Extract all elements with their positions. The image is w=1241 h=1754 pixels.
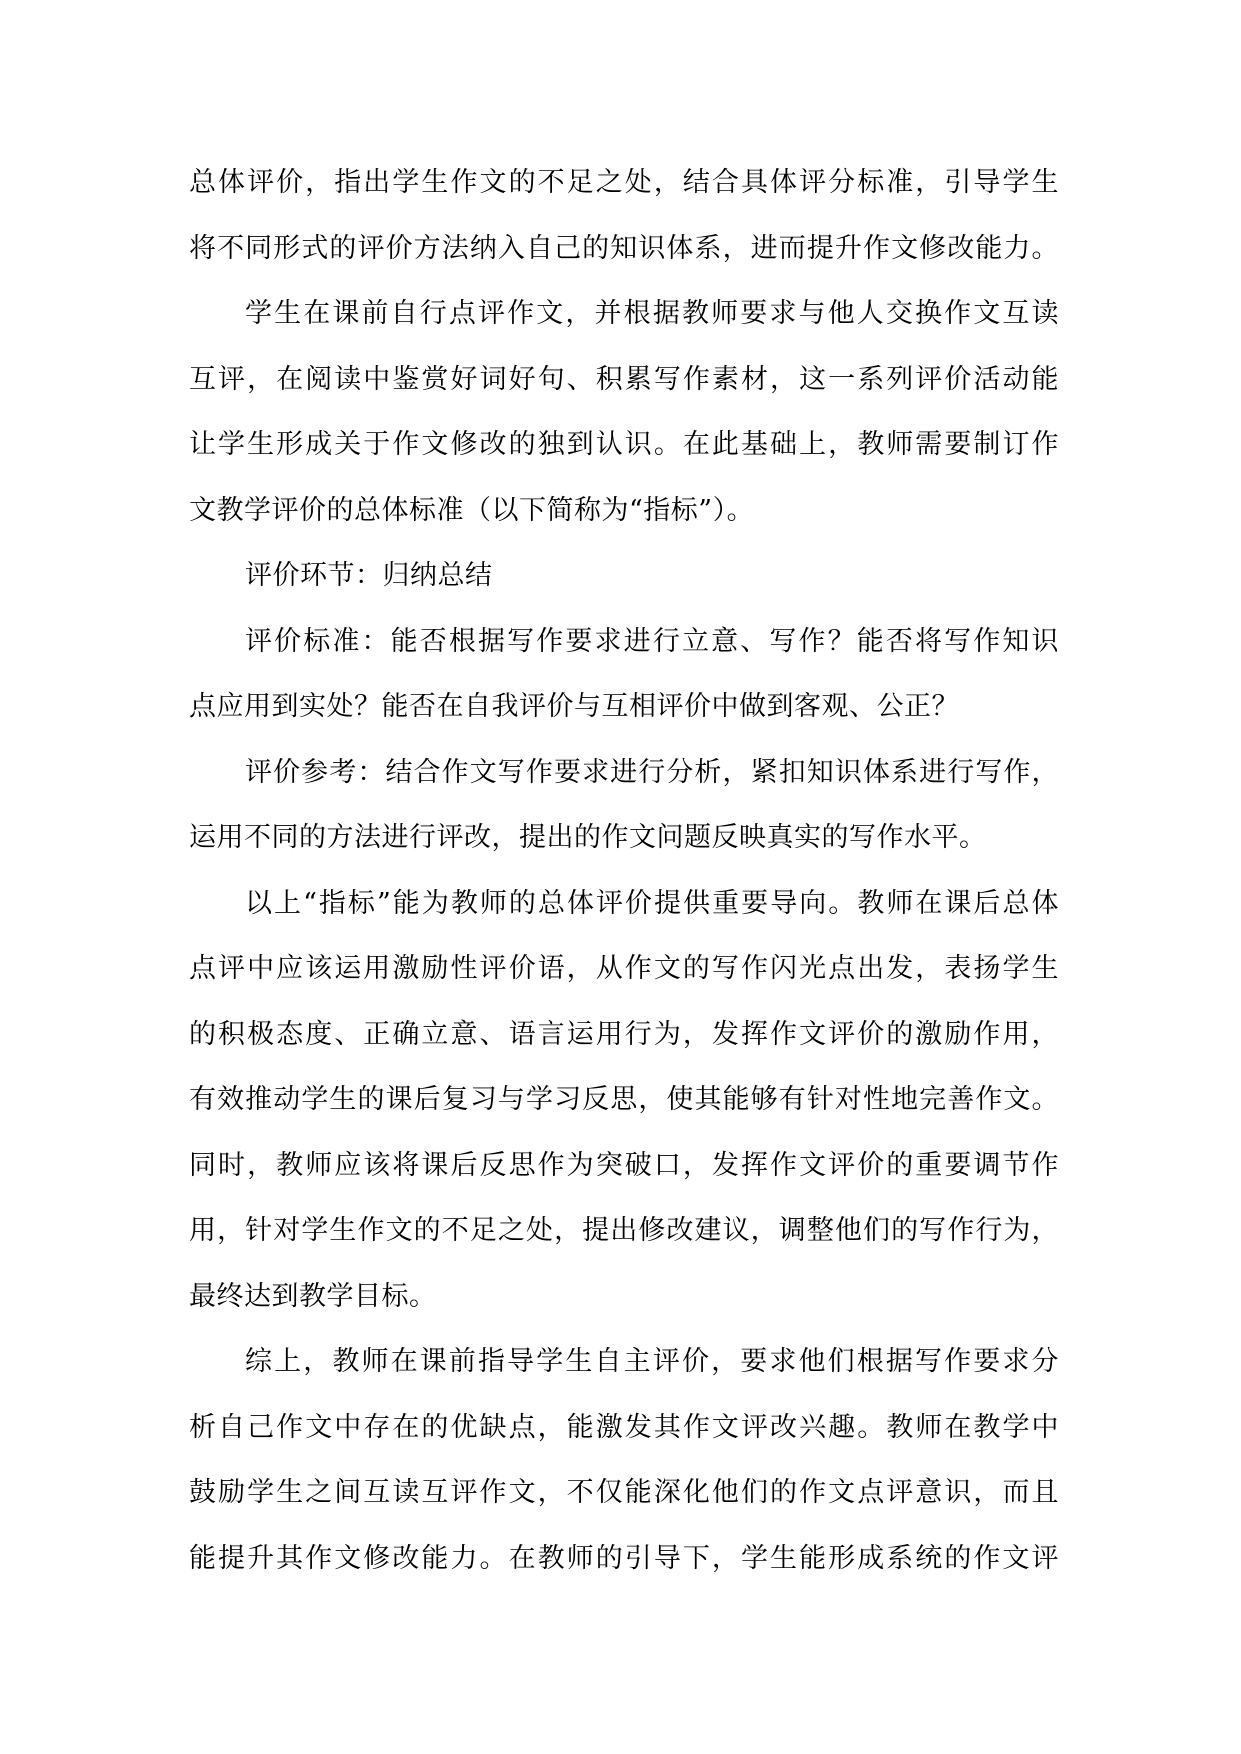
paragraph-4	[189, 609, 1059, 740]
text-line: 评价参考：结合作文写作要求进行分析，紧扣知识体系进行写作，	[245, 756, 1059, 788]
text-line: 综上，教师在课前指导学生自主评价，要求他们根据写作要求分	[245, 1346, 1059, 1377]
text-line: 点应用到实处？能否在自我评价与互相评价中做到客观、公正？	[189, 691, 959, 722]
text-line: 总体评价，指出学生作文的不足之处，结合具体评分标准，引导学生	[189, 167, 1059, 198]
body-text	[189, 150, 1059, 1591]
text-line: 运用不同的方法进行评改，提出的作文问题反映真实的写作水平。	[189, 822, 987, 853]
text-line: 学生在课前自行点评作文，并根据教师要求与他人交换作文互读	[245, 298, 1059, 329]
paragraph-3	[189, 543, 1059, 609]
text-line: 的积极态度、正确立意、语言运用行为，发挥作文评价的激励作用，	[189, 1018, 1059, 1050]
paragraph-2	[189, 281, 1059, 543]
text-line: 将不同形式的评价方法纳入自己的知识体系，进而提升作文修改能力。	[189, 232, 1059, 264]
paragraph-6	[189, 871, 1059, 1330]
text-line: 能提升其作文修改能力。在教师的引导下，学生能形成系统的作文评	[189, 1542, 1059, 1574]
text-line: 评价环节：归纳总结	[245, 560, 493, 591]
text-line: 文教学评价的总体标准（以下简称为“指标”）。	[189, 494, 755, 526]
text-line: 互评，在阅读中鉴赏好词好句、积累写作素材，这一系列评价活动能	[189, 363, 1059, 395]
text-line: 有效推动学生的课后复习与学习反思，使其能够有针对性地完善作文。	[189, 1084, 1059, 1115]
paragraph-7	[189, 1329, 1059, 1591]
text-line: 同时，教师应该将课后反思作为突破口，发挥作文评价的重要调节作	[189, 1149, 1059, 1181]
text-line: 最终达到教学目标。	[189, 1280, 437, 1312]
text-line: 鼓励学生之间互读互评作文，不仅能深化他们的作文点评意识，而且	[189, 1477, 1059, 1508]
text-line: 以上“指标”能为教师的总体评价提供重要导向。教师在课后总体	[245, 887, 1059, 919]
text-line: 点评中应该运用激励性评价语，从作文的写作闪光点出发，表扬学生	[189, 953, 1059, 984]
text-line: 让学生形成关于作文修改的独到认识。在此基础上，教师需要制订作	[189, 429, 1059, 460]
text-line: 析自己作文中存在的优缺点，能激发其作文评改兴趣。教师在教学中	[189, 1411, 1059, 1443]
paragraph-5	[189, 740, 1059, 871]
text-line: 评价标准：能否根据写作要求进行立意、写作？能否将写作知识	[245, 625, 1059, 657]
text-line: 用，针对学生作文的不足之处，提出修改建议，调整他们的写作行为，	[189, 1215, 1059, 1246]
paragraph-1	[189, 150, 1059, 281]
